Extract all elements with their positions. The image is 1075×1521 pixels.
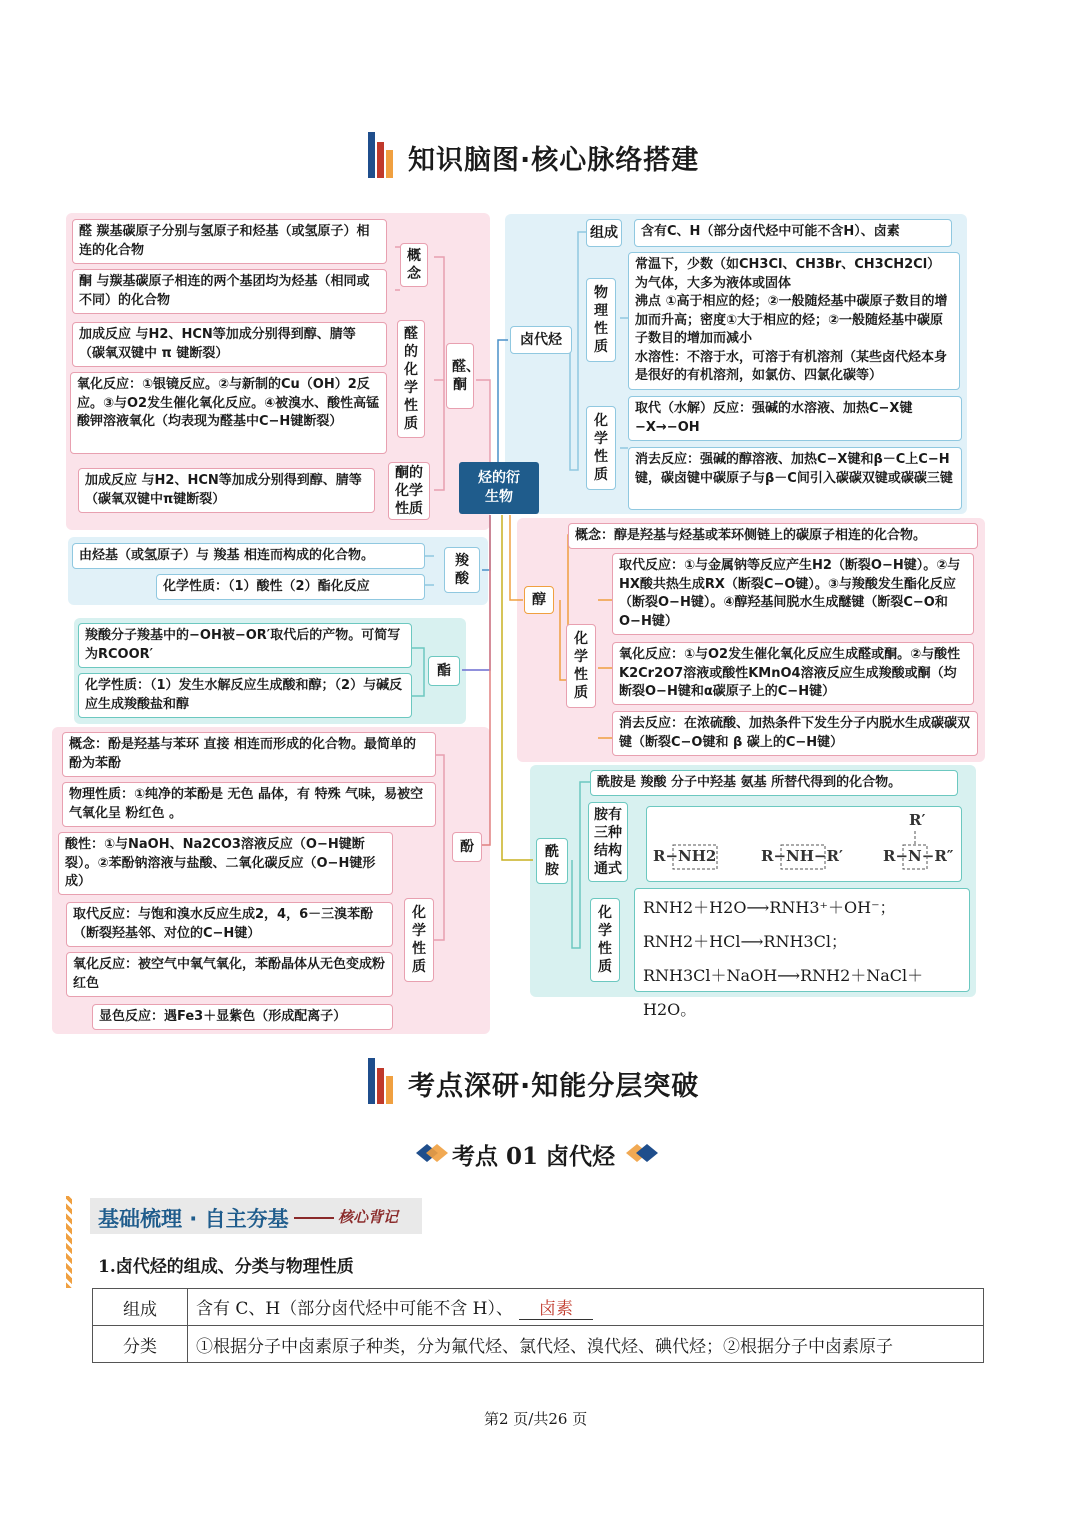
- phenol-physical: 物理性质：①纯净的苯酚是 无色 晶体，有 特殊 气味，易被空气氧化呈 粉红色 。: [62, 782, 436, 827]
- diamond-left-icon: [414, 1142, 450, 1164]
- section-title-topics: 考点深研·知能分层突破: [408, 1071, 700, 1102]
- amide-def: 酰胺是 羧酸 分子中羟基 氨基 所替代得到的化合物。: [590, 770, 958, 796]
- acid-branch: 羧酸: [444, 547, 480, 593]
- alcohol-branch: 醇: [524, 586, 554, 614]
- ald-concept-1: 醛 羰基碳原子分别与氢原子和烃基（或氢原子）相连的化合物: [72, 219, 387, 264]
- alcohol-chem-1: 取代反应：①与金属钠等反应产生H2（断裂O−H键）。②与HX酸共热生成RX（断裂C−O键）。③与羧酸发生酯化反应（断裂O−H键）。④醇羟基间脱水生成醚键（断裂C−O和O−H键）: [612, 553, 974, 635]
- ket-concept-2: 酮 与羰基碳原子相连的两个基团均为烃基（相同或不同）的化合物: [72, 269, 387, 314]
- alcohol-chem-2: 氧化反应：①与O2发生催化氧化反应生成醛或酮。②与酸性K2Cr2O7溶液或酸性KMnO4溶液反应生成羧酸或酮（均断裂O−H键和α碳原子上的C−H键）: [612, 642, 974, 705]
- alcohol-chem-label: 化学性质: [566, 624, 596, 708]
- ket-chem-label: 酮的化学性质: [388, 462, 430, 520]
- ester-branch: 酯: [428, 656, 460, 686]
- amide-branch: 酰胺: [536, 838, 568, 884]
- table-cell-value: [188, 1289, 984, 1326]
- basic-title: 基础梳理 · 自主夯基: [98, 1207, 289, 1231]
- phenol-color-reaction: 显色反应：遇Fe3＋显紫色（形成配离子）: [92, 1004, 393, 1030]
- composition-blank: 卤素: [519, 1294, 593, 1320]
- alcohol-chem-3: 消去反应：在浓硫酸、加热条件下发生分子内脱水生成碳碳双键（断裂C−O键和 β 碳上的C−H键）: [612, 711, 978, 756]
- question-1-title: 1.卤代烃的组成、分类与物理性质: [98, 1257, 354, 1277]
- amine-formulas: [646, 806, 962, 882]
- diamond-right-icon: [624, 1142, 660, 1164]
- phenol-substitution: 取代反应：与饱和溴水反应生成2，4，6－三溴苯酚（断裂羟基邻、对位的C−H键）: [66, 902, 393, 947]
- phenol-oxidation: 氧化反应：被空气中氧气氧化，苯酚晶体从无色变成粉红色: [66, 952, 393, 997]
- formula-tertiary-substituent: R′: [909, 811, 926, 829]
- formula-primary-amine: R−NH2: [653, 847, 717, 865]
- page-footer: 第2 页/共26 页: [484, 1410, 588, 1428]
- haloalkane-table: [92, 1288, 984, 1363]
- ald-chem-label: 醛的化学性质: [397, 320, 425, 438]
- basic-title-stripe-icon: [66, 1196, 72, 1288]
- halo-chem-2: 消去反应：强碱的醇溶液、加热C−X键和β－C上C−H键，碳卤键中碳原子与β－C间引入碳碳双键或碳碳三键: [628, 447, 962, 510]
- amine-formula-label: 胺有三种结构通式: [588, 802, 628, 882]
- halo-phys: 常温下，少数（如CH3Cl、CH3Br、CH3CH2Cl）为气体，大多为液体或固体 沸点 ①高于相应的烃；②一般随烃基中碳原子数目的增加而升高；密度①大于相应的烃；②一般随烃基中碳原子数目的增加而减小 水溶性：不溶于水，可溶于有机溶剂（某些卤代烃本身是很好的有机溶剂，如氯仿、四氯化碳等）: [628, 252, 960, 390]
- amine-equations: [634, 888, 970, 1019]
- halo-comp-label: 组成: [586, 219, 622, 247]
- haloalkane-branch: 卤代烃: [510, 326, 572, 354]
- halo-chem-label: 化学性质: [586, 406, 616, 490]
- table-cell-value: ①根据分子中卤素原子种类，分为氟代烃、氯代烃、溴代烃、碘代烃；②根据分子中卤素原子: [188, 1326, 984, 1363]
- phenol-branch: 酚: [452, 832, 482, 862]
- center-node: 烃的衍生物: [459, 462, 539, 514]
- halo-phys-label: 物理性质: [586, 278, 616, 362]
- basic-title-dash: [294, 1217, 334, 1219]
- phenol-concept: 概念：酚是羟基与苯环 直接 相连而形成的化合物。最简单的酚为苯酚: [62, 732, 436, 777]
- amine-structure-diagram: [647, 807, 961, 881]
- table-cell-label: 分类: [93, 1326, 188, 1363]
- acid-def: 由烃基（或氢原子）与 羧基 相连而构成的化合物。: [72, 543, 425, 569]
- acid-chem: 化学性质：（1）酸性（2）酯化反应: [156, 574, 425, 600]
- phenol-chem-label: 化学性质: [404, 898, 434, 982]
- concept-label: 概念: [400, 243, 428, 287]
- ald-chem-2: 氧化反应：①银镜反应。②与新制的Cu（OH）2反应。③与O2发生催化氧化反应。④被溴水、酸性高锰酸钾溶液氧化（均表现为醛基中C−H键断裂）: [70, 372, 387, 454]
- amide-chem-label: 化学性质: [590, 898, 620, 982]
- section-title-mindmap: 知识脑图·核心脉络搭建: [408, 145, 700, 176]
- phenol-acidity: 酸性：①与NaOH、Na2CO3溶液反应（O−H键断裂）。②苯酚钠溶液与盐酸、二氧化碳反应（O−H键形成）: [58, 832, 393, 895]
- ester-chem: 化学性质：（1）发生水解反应生成酸和醇；（2）与碱反应生成羧酸盐和醇: [78, 673, 412, 718]
- basic-subtitle: 核心背记: [338, 1208, 399, 1226]
- table-row: [93, 1289, 984, 1326]
- title-bars-icon-2: [368, 1058, 408, 1104]
- table-cell-label: 组成: [93, 1289, 188, 1326]
- ald-ket-branch: 醛、酮: [446, 343, 474, 409]
- ket-chem-1: 加成反应 与H2、HCN等加成分别得到醇、腈等（碳氧双键中π键断裂）: [78, 468, 375, 513]
- topic-title: 考点 01 卤代烃: [452, 1143, 616, 1170]
- composition-text: 含有 C、H（部分卤代烃中可能不含 H）、: [196, 1299, 513, 1319]
- ald-chem-1: 加成反应 与H2、HCN等加成分别得到醇、腈等（碳氧双键中 π 键断裂）: [72, 322, 387, 367]
- alcohol-concept: 概念：醇是羟基与烃基或苯环侧链上的碳原子相连的化合物。: [568, 523, 978, 549]
- amine-eq-2: RNH2＋HCl⟶RNH3Cl；: [643, 932, 847, 951]
- formula-tertiary-amine: R−N−R″: [883, 847, 954, 865]
- formula-secondary-amine: R−NH−R′: [761, 847, 843, 865]
- ester-def: 羧酸分子羧基中的−OH被−OR′取代后的产物。可简写为RCOOR′: [78, 623, 412, 668]
- table-row: [93, 1326, 984, 1363]
- halo-comp: 含有C、H（部分卤代烃中可能不含H）、卤素: [634, 219, 952, 247]
- halo-chem-1: 取代（水解）反应：强碱的水溶液、加热C−X键−X→−OH: [628, 396, 962, 441]
- amine-eq-3: RNH3Cl＋NaOH⟶RNH2＋NaCl＋H2O。: [643, 966, 924, 1019]
- amine-eq-1: RNH2＋H2O⟶RNH3⁺＋OH⁻；: [643, 898, 896, 917]
